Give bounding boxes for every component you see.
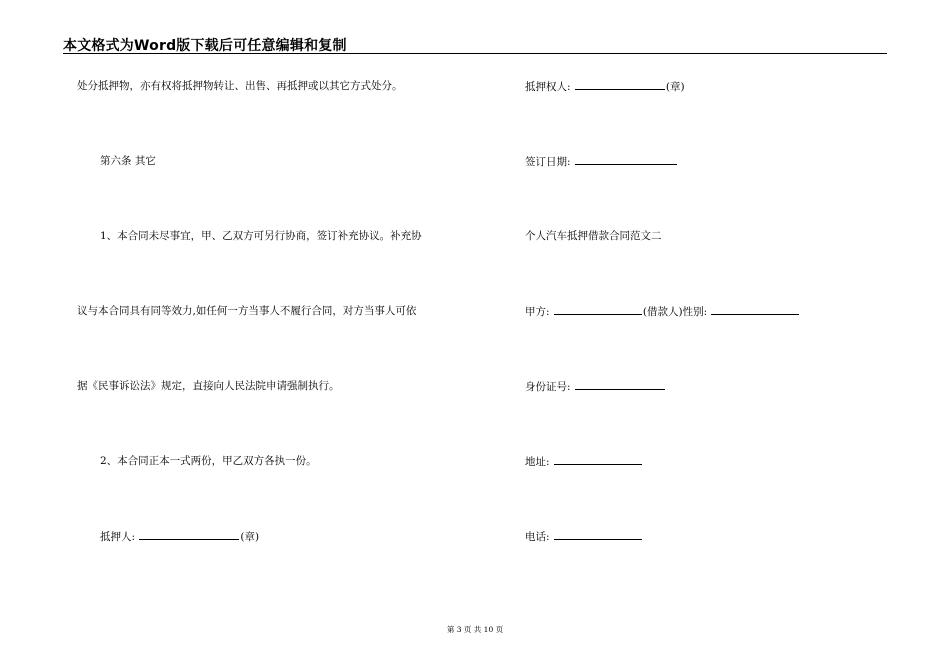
phone-blank	[554, 529, 642, 540]
paragraph-dispose-collateral: 处分抵押物，亦有权将抵押物转让、出售、再抵押或以其它方式处分。	[77, 80, 403, 92]
mortgagor-seal: (章)	[240, 531, 260, 543]
mortgagor-signature-line	[100, 529, 259, 544]
gender-blank	[711, 304, 799, 315]
phone-label: 电话:	[525, 531, 550, 543]
party-a-line	[525, 304, 800, 319]
sample-contract-title: 个人汽车抵押借款合同范文二	[525, 230, 662, 242]
address-blank	[554, 454, 642, 465]
item-1-line-3: 据《民事诉讼法》规定，直接向人民法院申请强制执行。	[77, 380, 340, 392]
id-number-line	[525, 379, 666, 394]
mortgagor-blank	[139, 529, 239, 540]
mortgagee-signature-line	[525, 79, 685, 94]
header-rule	[63, 53, 887, 54]
sign-date-label: 签订日期:	[525, 156, 571, 168]
phone-line	[525, 529, 643, 544]
address-line	[525, 454, 643, 469]
mortgagee-label: 抵押权人:	[525, 81, 571, 93]
id-number-blank	[575, 379, 665, 390]
item-2: 2、本合同正本一式两份，甲乙双方各执一份。	[100, 455, 317, 467]
sign-date-line	[525, 154, 678, 169]
mortgagor-label: 抵押人:	[100, 531, 136, 543]
sign-date-blank	[575, 154, 677, 165]
address-label: 地址:	[525, 456, 550, 468]
article-six-heading: 第六条 其它	[100, 155, 156, 167]
item-1-line-1: 1、本合同未尽事宜，甲、乙双方可另行协商，签订补充协议。补充协	[100, 230, 422, 242]
party-a-blank	[554, 304, 642, 315]
item-1-line-2: 议与本合同具有同等效力,如任何一方当事人不履行合同，对方当事人可依	[77, 305, 417, 317]
page-number: 第 3 页 共 10 页	[446, 625, 504, 634]
mortgagee-blank	[575, 79, 665, 90]
id-number-label: 身份证号:	[525, 381, 571, 393]
borrower-gender-label: (借款人)性别:	[642, 306, 708, 318]
document-header-title: 本文格式为Word版下载后可任意编辑和复制	[63, 38, 347, 54]
party-a-label: 甲方:	[525, 306, 550, 318]
mortgagee-seal: (章)	[665, 81, 685, 93]
